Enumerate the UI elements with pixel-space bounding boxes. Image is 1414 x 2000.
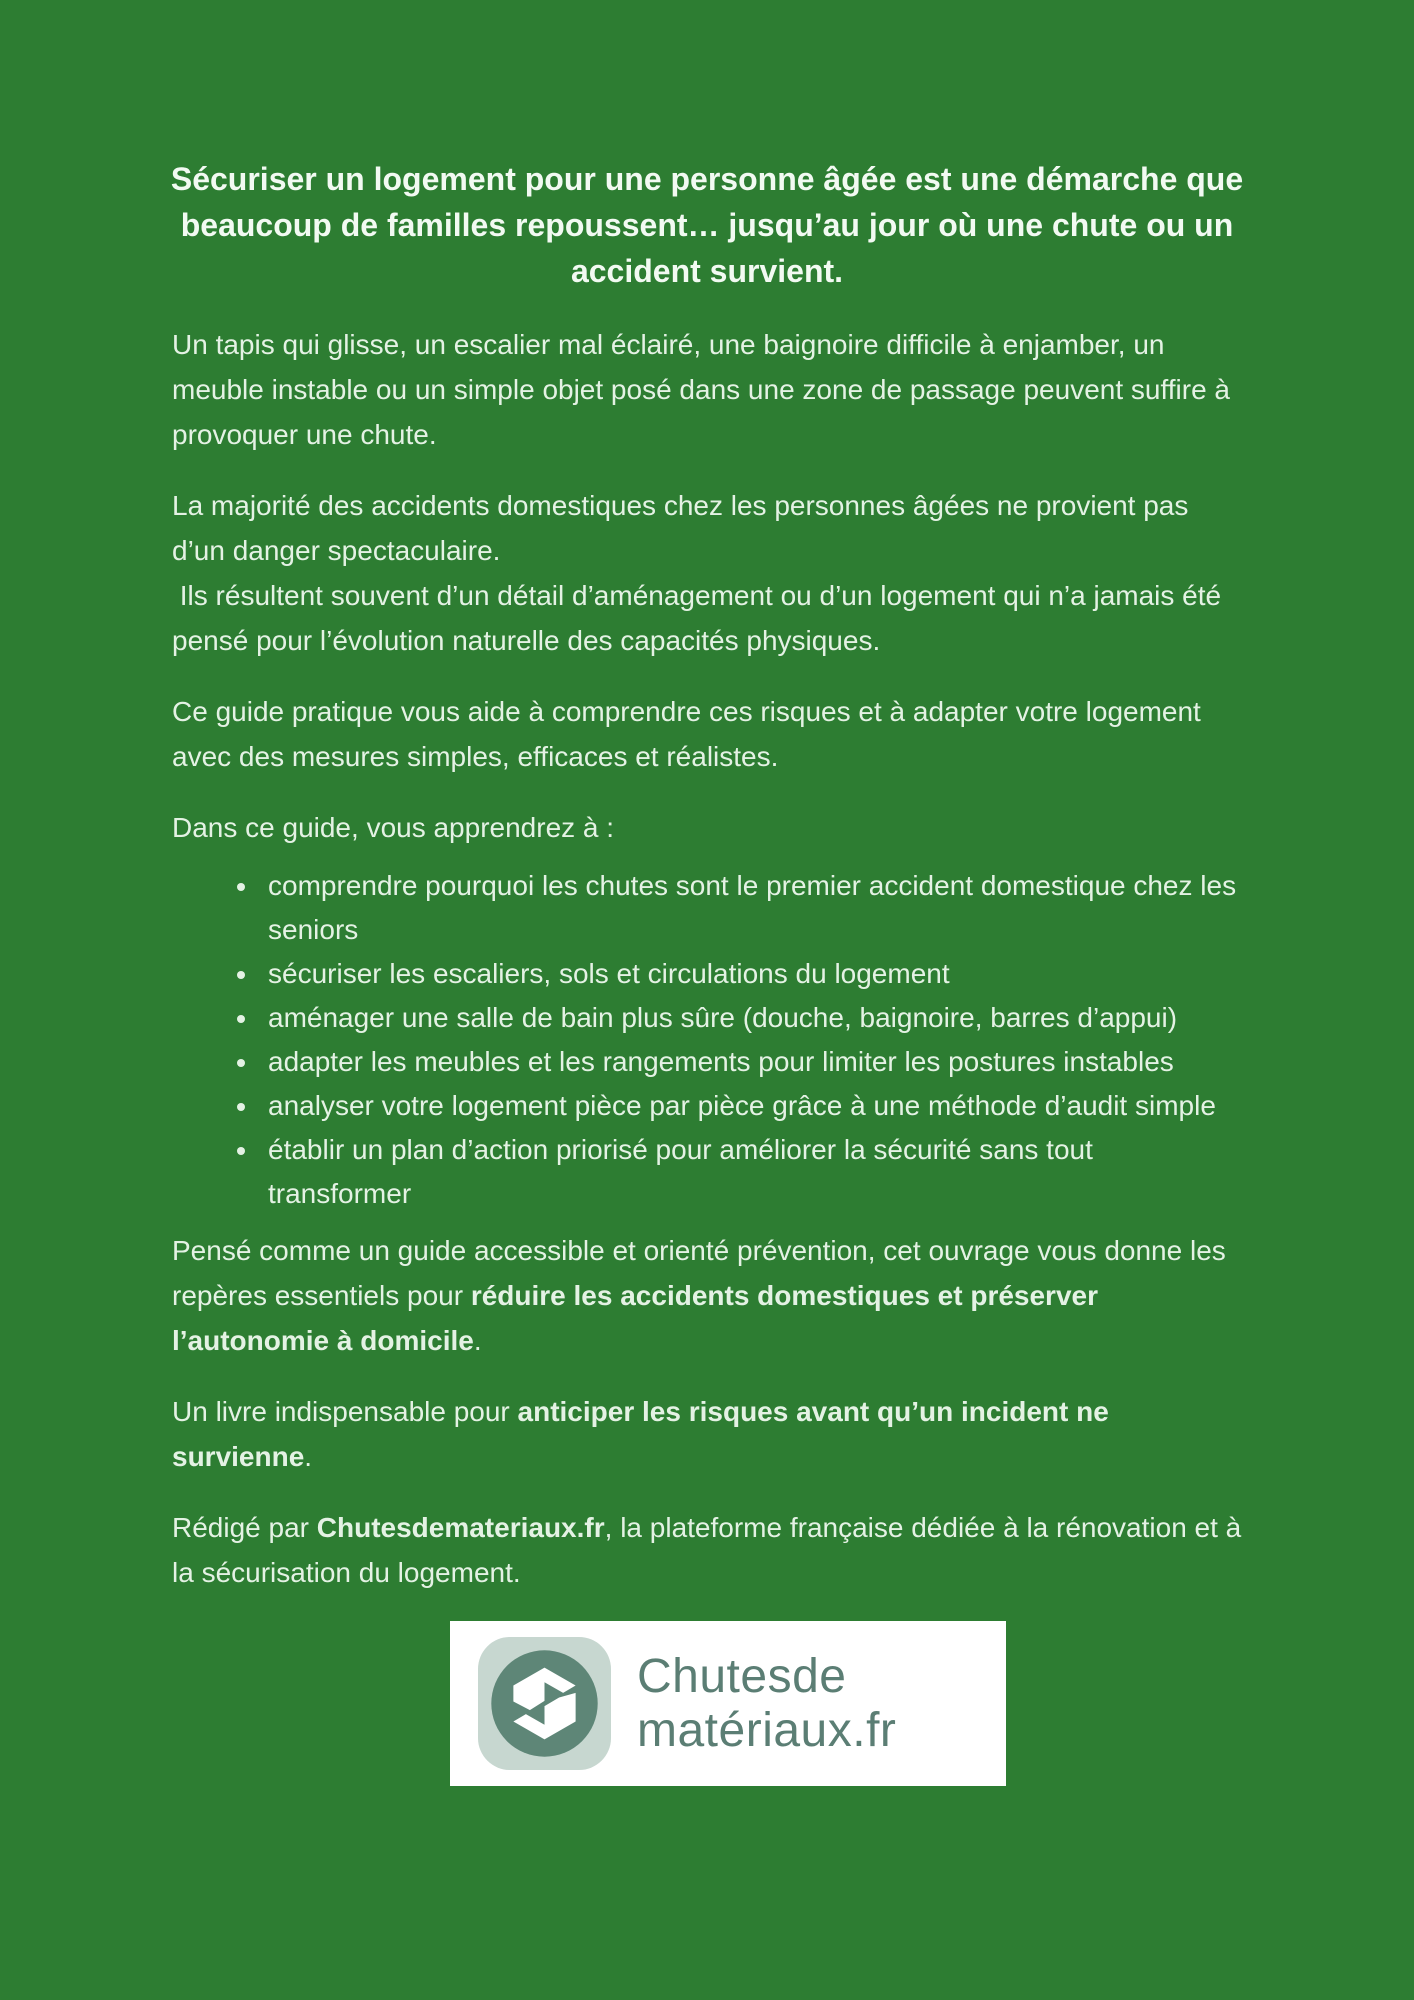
list-item: • aménager une salle de bain plus sûre (douche, baignoire, barres d’appui): [260, 996, 1242, 1040]
cube-logo-icon: [478, 1637, 611, 1770]
list-item: • comprendre pourquoi les chutes sont le premier accident domestique chez les seniors: [260, 864, 1242, 952]
logo-wordmark: [637, 1650, 896, 1758]
author-paragraph: [172, 1505, 1242, 1595]
list-item: • établir un plan d’action priorisé pour améliorer la sécurité sans tout transformer: [260, 1128, 1242, 1216]
list-intro-paragraph: Dans ce guide, vous apprendrez à :: [172, 812, 615, 843]
guide-topics-list: [172, 864, 1242, 1216]
essential-book-period: .: [304, 1441, 313, 1472]
essential-book-bold: anticiper les risques avant qu’un incident ne survienne: [172, 1396, 1109, 1472]
guide-purpose-paragraph: Ce guide pratique vous aide à comprendre ces risques et à adapter votre logement avec des mesures simples, efficaces et réalistes.: [172, 696, 1201, 772]
page-title: Sécuriser un logement pour une personne âgée est une démarche que beaucoup de familles repoussent… jusqu’au jour où une chute ou un accident survient.: [170, 161, 1244, 289]
chutesdemateriaux-logo: [450, 1621, 1006, 1786]
author-paragraph-text: Rédigé par: [172, 1512, 317, 1543]
majority-paragraph-line1: La majorité des accidents domestiques chez les personnes âgées ne provient pas d’un danger spectaculaire.: [172, 490, 1189, 566]
essential-book-text: Un livre indispensable pour: [172, 1396, 518, 1427]
benefits-paragraph-period: .: [473, 1325, 482, 1356]
benefits-paragraph: [172, 1228, 1242, 1363]
list-item: • analyser votre logement pièce par pièce grâce à une méthode d’audit simple: [260, 1084, 1242, 1128]
benefits-paragraph-text: Pensé comme un guide accessible et orienté prévention, cet ouvrage vous donne les repères essentiels pour: [172, 1235, 1226, 1311]
logo-wordmark-line2: matériaux.fr: [637, 1703, 897, 1757]
intro-paragraph: Un tapis qui glisse, un escalier mal éclairé, une baignoire difficile à enjamber, un meuble instable ou un simple objet posé dans une zone de passage peuvent suffire à provoquer une chute.: [172, 329, 1230, 450]
benefits-paragraph-bold: réduire les accidents domestiques et préserver l’autonomie à domicile: [172, 1280, 1098, 1356]
author-paragraph-rest: , la plateforme française dédiée à la rénovation et à la sécurisation du logement.: [172, 1512, 1242, 1588]
essential-book-paragraph: [172, 1389, 1242, 1479]
list-item: • adapter les meubles et les rangements pour limiter les postures instables: [260, 1040, 1242, 1084]
author-brand-name: Chutesdemateriaux.fr: [316, 1512, 605, 1543]
logo-wordmark-line1: Chutesde: [637, 1649, 847, 1703]
list-item: • sécuriser les escaliers, sols et circulations du logement: [260, 952, 1242, 996]
majority-paragraph: [172, 483, 1242, 663]
majority-paragraph-line2: Ils résultent souvent d’un détail d’aménagement ou d’un logement qui n’a jamais été pensé pour l’évolution naturelle des capacités physiques.: [172, 580, 1229, 656]
